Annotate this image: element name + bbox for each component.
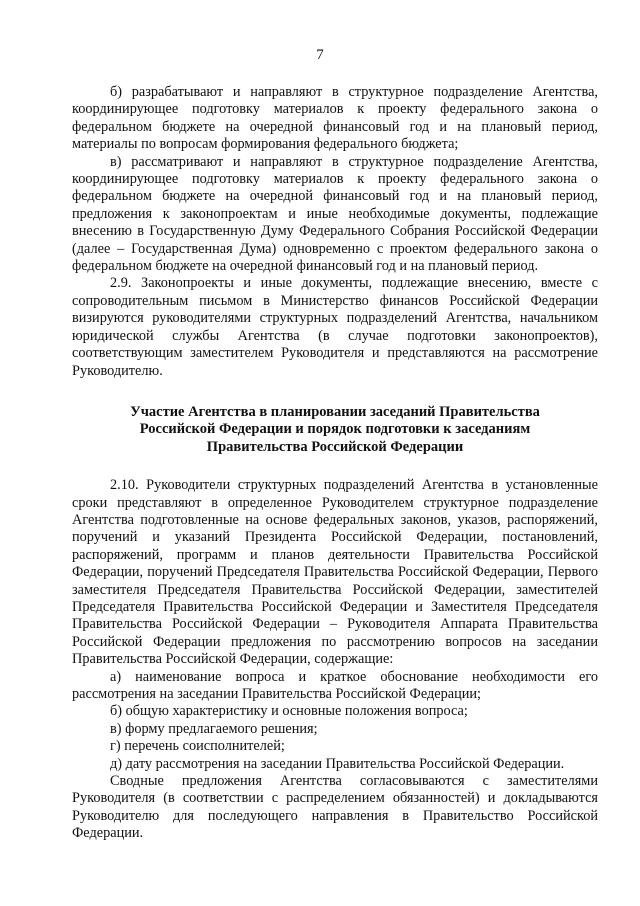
list-item-a: а) наименование вопроса и краткое обоснование необходимости его рассмотрения на заседании Правительства Российской Федерации; (72, 668, 598, 702)
section-heading-line: Российской Федерации и порядок подготовки к заседаниям (139, 421, 531, 438)
paragraph-summary-proposals: Сводные предложения Агентства согласовываются с заместителями Руководителя (в соответствии с распределением обязанностей) и докладываются Руководителю для последующего направления в Правительство Российской Федерации. (72, 773, 598, 842)
paragraph-item-v: в) рассматривают и направляют в структурное подразделение Агентства, координирующее подготовку материалов к проекту федерального закона о федеральном бюджете на очередной финансовый год и на плановый период, предложения к законопроектам и иные необходимые документы, подлежащие внесению в Государственную Думу Федерального Собрания Российской Федерации (далее – Государственная Дума) одновременно с проектом федерального закона о федеральном бюджете на очередной финансовый год и на плановый период. (72, 153, 598, 275)
list-item-b: б) общую характеристику и основные положения вопроса; (110, 703, 468, 720)
list-item-g: г) перечень соисполнителей; (110, 738, 285, 755)
paragraph-2-10: 2.10. Руководители структурных подразделений Агентства в установленные сроки представляют в определенное Руководителем структурное подразделение Агентства подготовленные на основе федеральных законов, указов, распоряжений, поручений и указаний Президента Российской Федерации, постановлений, распоряжений, программ и планов деятельности Правительства Российской Федерации, поручений Председателя Правительства Российской Федерации, Первого заместителя Председателя Правительства Российской Федерации, заместителей Председателя Правительства Российской Федерации и Заместителя Председателя Правительства Российской Федерации – Руководителя Аппарата Правительства Российской Федерации предложения по рассмотрению вопросов на заседании Правительства Российской Федерации, содержащие: (72, 477, 598, 668)
section-heading-line: Участие Агентства в планировании заседаний Правительства (130, 403, 540, 420)
section-heading-line: Правительства Российской Федерации (206, 438, 464, 455)
list-item-d: д) дату рассмотрения на заседании Правительства Российской Федерации. (110, 755, 565, 772)
list-item-v: в) форму предлагаемого решения; (110, 720, 318, 737)
paragraph-item-b: б) разрабатывают и направляют в структурное подразделение Агентства, координирующее подготовку материалов к проекту федерального закона о федеральном бюджете на очередной финансовый год и на плановый период, материалы по вопросам формирования федерального бюджета; (72, 84, 598, 153)
page-number: 7 (316, 47, 324, 63)
paragraph-2-9: 2.9. Законопроекты и иные документы, подлежащие внесению, вместе с сопроводительным письмом в Министерство финансов Российской Федерации визируются руководителями структурных подразделений Агентства, начальником юридической службы Агентства (в случае подготовки законопроектов), соответствующим заместителем Руководителя и представляются на рассмотрение Руководителю. (72, 275, 598, 379)
section-heading (72, 404, 598, 456)
document-body (72, 84, 598, 843)
